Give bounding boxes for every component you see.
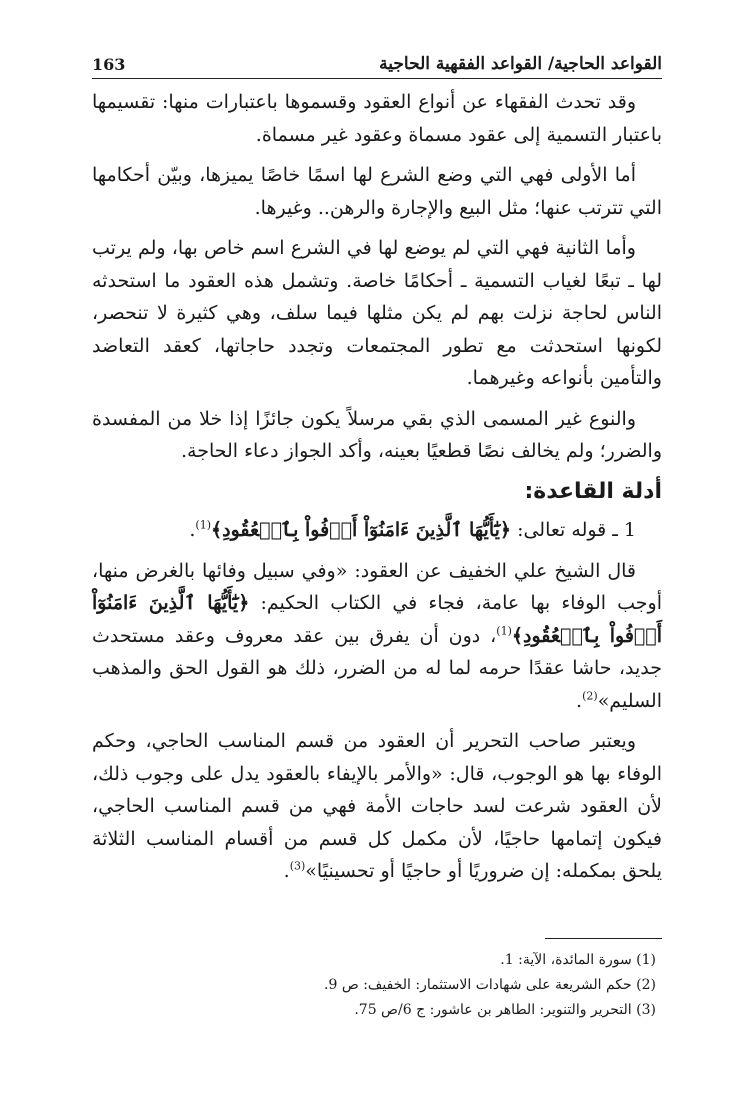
header-rule	[92, 78, 662, 79]
evidence-prefix: 1 ـ قوله تعالى:	[511, 519, 636, 541]
paragraph-named-contracts: أما الأولى فهي التي وضع الشرع لها اسمًا خاصًا يميزها، وبيّن أحكامها التي تترتب عنها؛ مثل البيع والإجارة والرهن.. وغيرها.	[92, 164, 662, 219]
section-heading: أدلة القاعدة:	[524, 478, 662, 504]
evidence-item-1	[92, 514, 662, 547]
footnote-rule	[545, 938, 662, 939]
paragraph-unnamed-permissibility: والنوع غير المسمى الذي بقي مرسلاً يكون جائزًا إذا خلا من المفسدة والضرر؛ ولم يخالف نصًا قطعيًا بعينه، وأكد الجواز دعاء الحاجة.	[92, 407, 662, 462]
footnote-ref: (3)	[289, 859, 306, 873]
paragraph-contract-types: وقد تحدث الفقهاء عن أنواع العقود وقسموها باعتبارات منها: تقسيمها باعتبار التسمية إلى عقود مسماة وعقود غير مسماة.	[92, 91, 662, 146]
quran-verse: ﴿يَٰٓأَيُّهَا ٱلَّذِينَ ءَامَنُوٓاْ أَوۡفُواْ بِٱلۡعُقُودِ﴾	[92, 592, 662, 647]
footnote-1: (1) سورة المائدة، الآية: 1.	[500, 952, 656, 968]
footnotes	[92, 948, 662, 1023]
footnote-ref: (1)	[496, 624, 512, 638]
footnote-ref: (2)	[582, 689, 598, 703]
paragraph-tahrir-quote	[92, 725, 662, 888]
body-text	[92, 86, 662, 896]
quote-text-b: ، دون أن يفرق بين عقد معروف وعقد مستحدث جديد، حاشا عقدًا حرمه لما له من الضرر، ذلك هو القول الحق والمذهب السليم»	[92, 624, 662, 712]
tahrir-end: .	[283, 860, 290, 882]
running-header	[92, 40, 662, 74]
evidence-end: .	[189, 519, 196, 541]
paragraph-khafif-quote	[92, 555, 662, 718]
quran-verse: ﴿يَٰٓأَيُّهَا ٱلَّذِينَ ءَامَنُوٓاْ أَوۡفُواْ بِٱلۡعُقُودِ﴾	[210, 519, 512, 541]
paragraph-unnamed-contracts: وأما الثانية فهي التي لم يوضع لها في الشرع اسم خاص بها، ولم يرتب لها ـ تبعًا لغياب التسمية ـ أحكامًا خاصة. وتشمل هذه العقود ما استحدثه الناس لحاجة نزلت بهم لم يكن مثلها فيما سلف، وهي كثيرة لا تنحصر، لكونها استحدثت مع تطور المجتمعات وتجدد حاجاتها، كعقد التعاضد والتأمين بأنواعه وغيرهما.	[92, 237, 662, 389]
page-number: 163	[92, 55, 126, 74]
quote-text-a: قال الشيخ علي الخفيف عن العقود: «وفي سبيل وفائها بالغرض منها، أوجب الوفاء بها عامة، فجاء في الكتاب الحكيم:	[92, 559, 663, 614]
quote-end: .	[576, 689, 583, 712]
tahrir-text: ويعتبر صاحب التحرير أن العقود من قسم المناسب الحاجي، وحكم الوفاء بها هو الوجوب، قال: «والأمر بالإيفاء بالعقود يدل على وجوب ذلك، لأن العقود شرعت لسد حاجات الأمة فهي من قسم المناسب الحاجي، فيكون إتمامها حاجيًا، لأن مكمل كل قسم من أقسام المناسب الثلاثة يلحق بمكمله: إن ضروريًا أو حاجيًا أو تحسينيًا»	[92, 730, 662, 882]
footnote-3: (3) التحرير والتنوير: الطاهر بن عاشور: ج 6/ص 75.	[354, 1002, 656, 1018]
footnote-ref: (1)	[195, 518, 211, 532]
footnote-2: (2) حكم الشريعة على شهادات الاستثمار: الخفيف: ص 9.	[324, 977, 656, 993]
header-title: القواعد الحاجية/ القواعد الفقهية الحاجية	[379, 54, 662, 74]
